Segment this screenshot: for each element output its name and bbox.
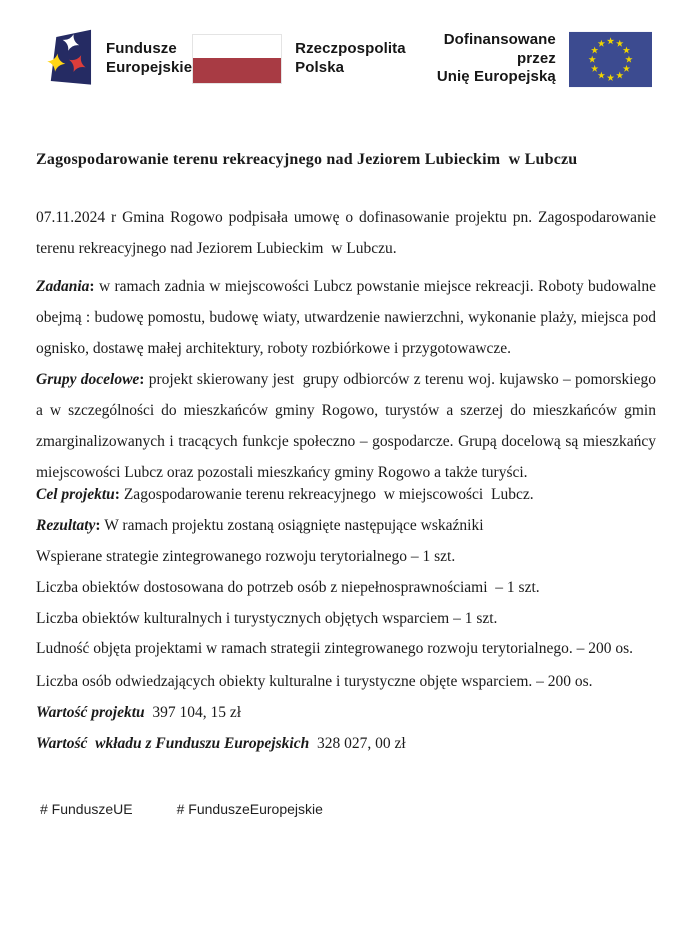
poland-flag-white-stripe <box>193 35 281 58</box>
footer-hashtags <box>40 801 692 817</box>
paragraph-intro <box>36 202 660 264</box>
document-body <box>0 148 692 759</box>
wskaznik-5-text: Liczba osób odwiedzających obiekty kulturalne i turystyczne objęte wsparciem. – 200 os. <box>36 673 593 690</box>
eu-funding-logo <box>406 31 652 88</box>
poland-flag-red-stripe <box>193 58 281 83</box>
zadania-label: Zadania: <box>36 278 95 295</box>
paragraph-wskaznik-1 <box>36 541 656 572</box>
wartosc-wkladu-label: Wartość wkładu z Funduszu Europejskich <box>36 735 310 752</box>
paragraph-wskaznik-3 <box>36 603 656 634</box>
eu-funding-label <box>406 31 556 87</box>
paragraph-grupy-docelowe <box>36 364 660 488</box>
zadania-text: w ramach zadnia w miejscowości Lubcz powstanie miejsce rekreacji. Roboty budowalne obejmą : budowę pomostu, budowę wiaty, utwardzenie nawierzchni, wykonanie plaży, miejsca pod ognisko, dostawę małej architektury, roboty rozbiórkowe i przygotowawcze. <box>36 278 660 357</box>
rzeczpospolita-polska-logo <box>192 34 406 84</box>
grupy-text: projekt skierowany jest grupy odbiorców z terenu woj. kujawsko – pomorskiego a w szczególności do mieszkańców gminy Rogowo, turystów a szerzej do mieszkańców gmin zmarginalizowanych i tracących funkcje społeczno – gospodarcze. Grupą docelową są mieszkańcy miejscowości Lubcz oraz pozostali mieszkańcy gminy Rogowo a także turyści. <box>36 371 660 481</box>
eu-flag-icon <box>569 31 652 88</box>
wskaznik-4-text: Ludność objęta projektami w ramach strategii zintegrowanego rozwoju terytorialnego. – 200 os. <box>36 640 633 657</box>
fundusze-europejskie-logo <box>44 27 192 91</box>
fundusze-europejskie-flag-icon <box>44 27 96 91</box>
poland-flag-icon <box>192 34 282 84</box>
paragraph-wskaznik-5 <box>36 666 656 697</box>
cel-label: Cel projektu: <box>36 486 120 503</box>
fundusze-line1: Fundusze <box>106 40 177 58</box>
eu-line1: Dofinansowane przez <box>443 30 556 67</box>
wartosc-wkladu-value: 328 027, 00 zł <box>309 735 406 752</box>
grupy-label: Grupy docelowe: <box>36 371 145 388</box>
paragraph-zadania <box>36 271 660 364</box>
hashtag-fundusze-europejskie: # FunduszeEuropejskie <box>176 801 323 817</box>
rezultaty-text: W ramach projektu zostaną osiągnięte następujące wskaźniki <box>100 517 484 534</box>
fundusze-europejskie-label <box>106 40 192 78</box>
wartosc-projektu-label: Wartość projektu <box>36 704 145 721</box>
poland-line1: Rzeczpospolita <box>295 40 406 58</box>
wskaznik-3-text: Liczba obiektów kulturalnych i turystycznych objętych wsparciem – 1 szt. <box>36 610 498 627</box>
wartosc-projektu-value: 397 104, 15 zł <box>144 704 242 721</box>
rzeczpospolita-polska-label <box>295 40 406 78</box>
paragraph-rezultaty <box>36 510 656 541</box>
poland-line2: Polska <box>295 59 345 76</box>
paragraph-wskaznik-4 <box>36 638 656 660</box>
eu-line2: Unię Europejską <box>436 68 556 86</box>
page-title: Zagospodarowanie terenu rekreacyjnego nad Jeziorem Lubieckim w Lubczu <box>36 151 578 168</box>
rezultaty-label: Rezultaty: <box>36 517 101 534</box>
paragraph-wartosc-wkladu <box>36 728 656 759</box>
fundusze-line2: Europejskie <box>106 59 193 76</box>
wskaznik-1-text: Wspierane strategie zintegrowanego rozwoju terytorialnego – 1 szt. <box>36 548 456 565</box>
intro-text: 07.11.2024 r Gmina Rogowo podpisała umowę o dofinasowanie projektu pn. Zagospodarowanie terenu rekreacyjnego nad Jeziorem Lubieckim w Lubczu. <box>36 209 660 257</box>
paragraph-wskaznik-2 <box>36 572 656 603</box>
hashtag-fundusze-ue: # FunduszeUE <box>40 801 133 817</box>
cel-text: Zagospodarowanie terenu rekreacyjnego w miejscowości Lubcz. <box>119 486 534 503</box>
logos-header <box>0 0 692 92</box>
wskaznik-2-text: Liczba obiektów dostosowana do potrzeb osób z niepełnosprawnościami – 1 szt. <box>36 579 540 596</box>
paragraph-cel-projektu <box>36 479 656 510</box>
paragraph-wartosc-projektu <box>36 697 656 728</box>
